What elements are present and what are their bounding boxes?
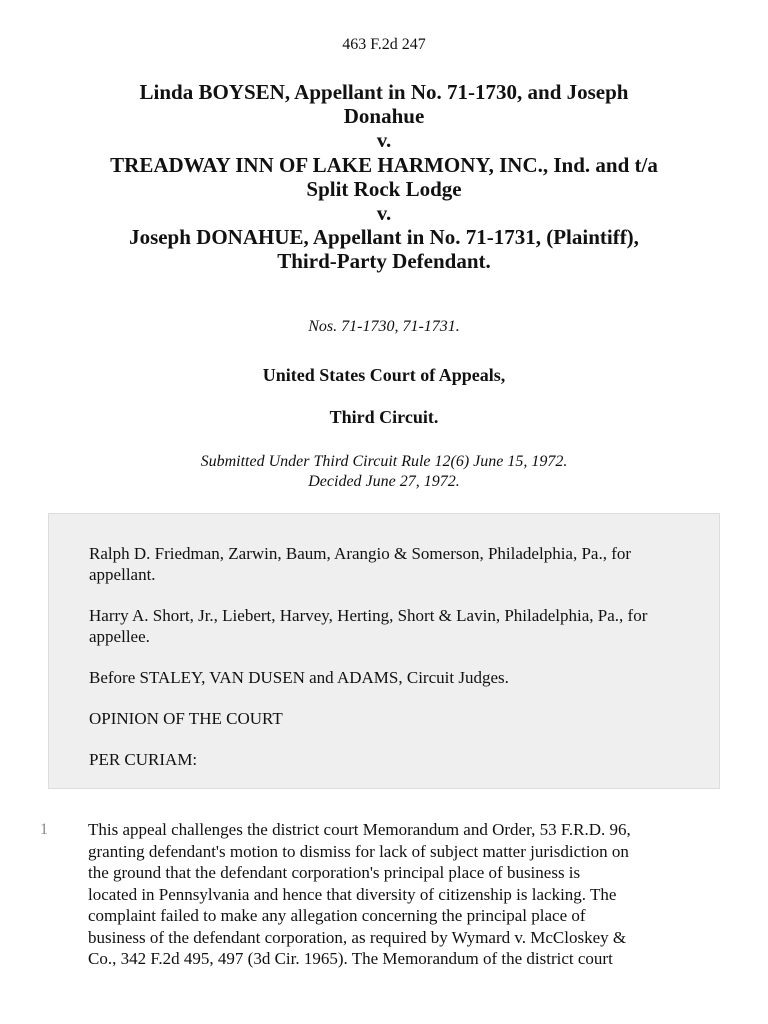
caption-line: Split Rock Lodge bbox=[306, 176, 462, 201]
caption-line: Linda BOYSEN, Appellant in No. 71-1730, and Joseph bbox=[139, 80, 629, 104]
court-name: United States Court of Appeals, bbox=[262, 365, 506, 385]
opinion-heading: OPINION OF THE COURT bbox=[89, 709, 283, 728]
paragraph-line: the ground that the defendant corporation's principal place of business is bbox=[88, 863, 581, 882]
submitted-date: Submitted Under Third Circuit Rule 12(6) June 15, 1972. bbox=[200, 453, 568, 470]
reporter-citation: 463 F.2d 247 bbox=[342, 36, 426, 53]
caption-line: Joseph DONAHUE, Appellant in No. 71-1731, (Plaintiff), bbox=[129, 225, 639, 250]
caption-line: Third-Party Defendant. bbox=[277, 249, 491, 274]
paragraph-line: granting defendant's motion to dismiss for lack of subject matter jurisdiction on bbox=[88, 841, 629, 861]
paragraph-line: Co., 342 F.2d 495, 497 (3d Cir. 1965). The Memorandum of the district court bbox=[88, 949, 613, 968]
docket-numbers: Nos. 71-1730, 71-1731. bbox=[308, 318, 460, 335]
opinion-paragraph bbox=[40, 819, 728, 970]
case-preamble bbox=[48, 513, 720, 789]
decided-date: Decided June 27, 1972. bbox=[308, 473, 460, 490]
paragraph-line: This appeal challenges the district court Memorandum and Order, 53 F.R.D. 96, bbox=[88, 820, 631, 839]
caption-line: v. bbox=[376, 201, 392, 226]
caption-line: Donahue bbox=[343, 104, 425, 129]
counsel-appellee: Harry A. Short, Jr., Liebert, Harvey, Herting, Short & Lavin, Philadelphia, Pa., for appellee. bbox=[89, 606, 648, 646]
case-caption bbox=[40, 80, 728, 274]
paragraph-number: 1 bbox=[40, 821, 48, 838]
per-curiam-label: PER CURIAM: bbox=[89, 750, 198, 769]
case-dates bbox=[0, 452, 768, 492]
caption-line: v. bbox=[376, 128, 392, 153]
paragraph-line: located in Pennsylvania and hence that diversity of citizenship is lacking. The bbox=[88, 884, 617, 904]
paragraph-text bbox=[88, 819, 728, 970]
caption-line: TREADWAY INN OF LAKE HARMONY, INC., Ind. and t/a bbox=[110, 152, 658, 177]
judges-panel: Before STALEY, VAN DUSEN and ADAMS, Circuit Judges. bbox=[89, 668, 509, 687]
paragraph-line: business of the defendant corporation, as required by Wymard v. McCloskey & bbox=[88, 927, 627, 947]
paragraph-line: complaint failed to make any allegation concerning the principal place of bbox=[88, 906, 586, 925]
counsel-appellant: Ralph D. Friedman, Zarwin, Baum, Arangio & Somerson, Philadelphia, Pa., for appellant. bbox=[89, 544, 632, 584]
circuit-name: Third Circuit. bbox=[329, 407, 439, 427]
